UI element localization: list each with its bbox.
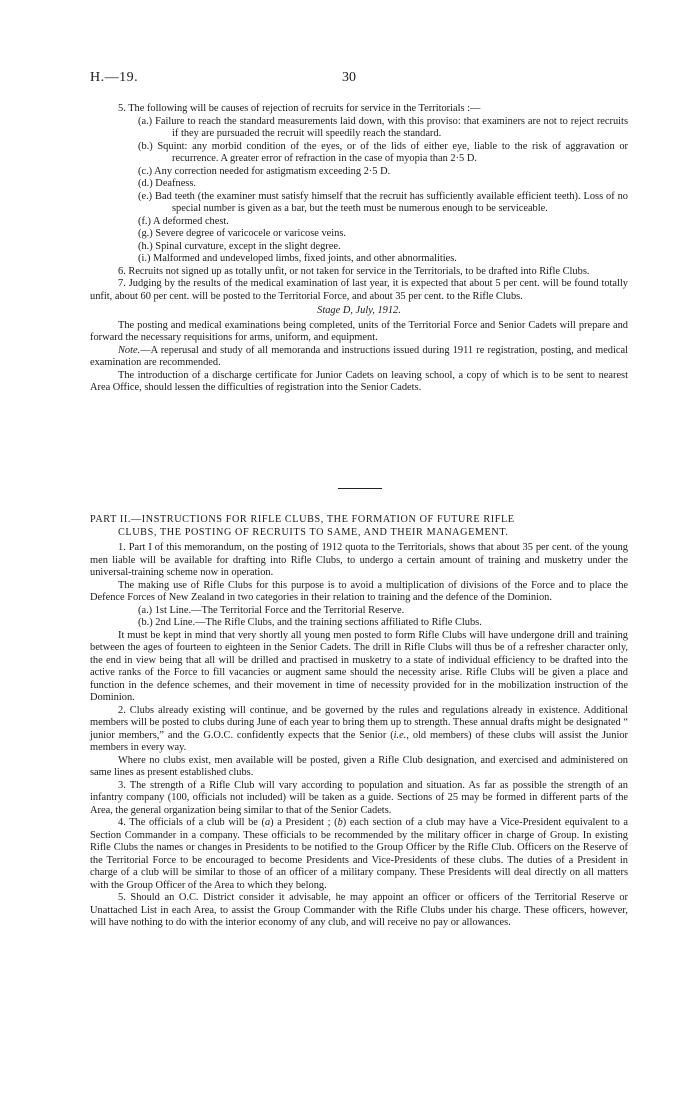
paragraph-2-start: 2. Clubs already existing will continue, and be governed by the rules and regulations already in existence. Additional members will be posted to clubs during June of each year to bring them up to strength. These annual drafts might be designated “ junior members,” and the G.O.C. confidently expects that the Senior ( <box>90 704 628 741</box>
part-two-paragraph-1b: The making use of Rifle Clubs for this purpose is to avoid a multiplication of divisions of the Force and to place the Defence Forces of New Zealand in two categories in their relation to training and the defence of the Dominion. <box>90 579 628 603</box>
document-code: H.—19. <box>90 70 139 85</box>
paragraph-4-part-2: ) a President ; ( <box>270 817 338 828</box>
rejection-item-b: (b.) Squint: any morbid condition of the eyes, or of the lids of either eye, liable to the risk of aggravation or recurrence. A greater error of refraction in the case of myopia than 2·5 D. <box>138 140 628 164</box>
part-two-paragraph-2b: Where no clubs exist, men available will be posted, given a Rifle Club designation, and exercised and administered on same lines as present established clubs. <box>90 754 628 778</box>
part-two-paragraph-1: 1. Part I of this memorandum, on the posting of 1912 quota to the Territorials, shows that about 35 per cent. of the young men liable will be available for drafting into Rifle Clubs, to undergo a certain amount of training and musketry under the universal-training scheme now in operation. <box>90 542 628 578</box>
stage-d-paragraph-2: The introduction of a discharge certificate for Junior Cadets on leaving school, a copy of which is to be sent to nearest Area Office, should lessen the difficulties of registration into the Senior Cadets. <box>90 369 628 393</box>
paragraph-7: 7. Judging by the results of the medical examination of last year, it is expected that about 5 per cent. will be found totally unfit, about 60 per cent. will be posted to the Territorial Force, and about 35 per cent. to the Rifle Clubs. <box>90 278 628 302</box>
part-two-paragraph-2 <box>90 705 628 755</box>
paragraph-4-letter-b: b <box>337 817 343 828</box>
part-two-paragraph-5: 5. Should an O.C. District consider it advisable, he may appoint an officer or officers of the Territorial Reserve or Unattached List in each Area, to assist the Group Commander with the Rifle Clubs under his charge. These officers, however, will have nothing to do with the interior economy of any club, and will receive no pay or allowances. <box>90 892 628 928</box>
section-part-two <box>90 514 628 930</box>
rejection-item-g: (g.) Severe degree of varicocele or varicose veins. <box>138 228 346 239</box>
part-two-paragraph-3: 3. The strength of a Rifle Club will vary according to population and situation. As far as possible the strength of an infantry company (100, officials not included) will be taken as a guide. Sections of 25 may be formed in different parts of the Area, the general organization being similar to that of the Senior Cadets. <box>90 779 628 816</box>
note-text: —A reperusal and study of all memoranda and instructions issued during 1911 re registration, posting, and medical examination are recommended. <box>90 344 628 368</box>
section-divider <box>338 488 382 489</box>
rejection-item-f: (f.) A deformed chest. <box>138 215 229 227</box>
part-two-paragraph-1c: It must be kept in mind that very shortly all young men posted to form Rifle Clubs will have undergone drill and training between the ages of fourteen to eighteen in the Senior Cadets. The drill in Rifle Clubs will thus be of a refresher character only, the end in view being that all will be drilled and practised in musketry to a state of individual efficiency to be drafted into the active ranks of the Force to fill vacancies or augment same should the necessity arise. Rifle Clubs will be given a place and function in the defence schemes, and their movement in time of necessity provided for in the mobilization instruction of the Dominion. <box>90 629 628 703</box>
paragraph-2-end: , old members) of these clubs will assist the Junior members in every way. <box>90 729 628 753</box>
part-two-title <box>90 514 628 539</box>
first-line-item: (a.) 1st Line.—The Territorial Force and the Territorial Reserve. <box>138 604 405 616</box>
stage-d-note <box>90 345 628 370</box>
page-number: 30 <box>342 70 356 85</box>
second-line-item: (b.) 2nd Line.—The Rifle Clubs, and the training sections affiliated to Rifle Clubs. <box>138 617 482 628</box>
part-two-title-line-2: CLUBS, THE POSTING OF RECRUITS TO SAME, AND THEIR MANAGEMENT. <box>118 526 509 538</box>
part-two-paragraph-4 <box>90 817 628 892</box>
section-stage-c <box>90 103 628 395</box>
stage-d-paragraph-1: The posting and medical examinations being completed, units of the Territorial Force and Senior Cadets will prepare and forward the necessary requisitions for arms, uniform, and equipment. <box>90 319 628 343</box>
rejection-item-c: (c.) Any correction needed for astigmatism exceeding 2·5 D. <box>138 165 391 177</box>
paragraph-2-ie: i.e. <box>393 729 407 741</box>
rejection-item-d: (d.) Deafness. <box>138 178 196 189</box>
rejection-item-e: (e.) Bad teeth (the examiner must satisfy himself that the recruit has sufficiently available efficient teeth). Loss of no special number is given as a bar, but the teeth must be numerous enough to be serviceable. <box>138 190 628 214</box>
rejection-item-i: (i.) Malformed and undeveloped limbs, fixed joints, and other abnormalities. <box>138 253 457 264</box>
paragraph-6: 6. Recruits not signed up as totally unfit, or not taken for service in the Territorials, to be drafted into Rifle Clubs. <box>118 265 590 277</box>
rejection-item-h: (h.) Spinal curvature, except in the slight degree. <box>138 240 341 252</box>
rejection-item-a: (a.) Failure to reach the standard measurements laid down, with this proviso: that examiners are not to reject recruits if they are pursuaded the recruit will speedily reach the standard. <box>138 115 628 139</box>
paragraph-4-part-1: 4. The officials of a club will be ( <box>118 817 265 828</box>
note-label: Note. <box>118 344 141 356</box>
paragraph-5-intro: 5. The following will be causes of rejection of recruits for service in the Territorials :— <box>118 103 481 114</box>
paragraph-4-part-3: ) each section of a club may have a Vice-President equivalent to a Section Commander in a company. These officials to be recommended by the military officer in charge of Group. In existing Rifle Clubs the names or changes in Presidents to be notified to the Group Officer by the Rifle Club. Officers on the Reserve of the Territorial Force to be encouraged to become Presidents and Vice-Presidents of these clubs. The duties of a President in charge of a club will be similar to those of an officer of a military company. These Presidents will deal directly on all matters with the Group Officer of the Area to which they belong. <box>90 817 628 891</box>
part-two-title-line-1: PART II.—INSTRUCTIONS FOR RIFLE CLUBS, THE FORMATION OF FUTURE RIFLE <box>90 514 515 525</box>
paragraph-4-letter-a: a <box>264 817 271 828</box>
stage-d-heading: Stage D, July, 1912. <box>317 305 401 316</box>
